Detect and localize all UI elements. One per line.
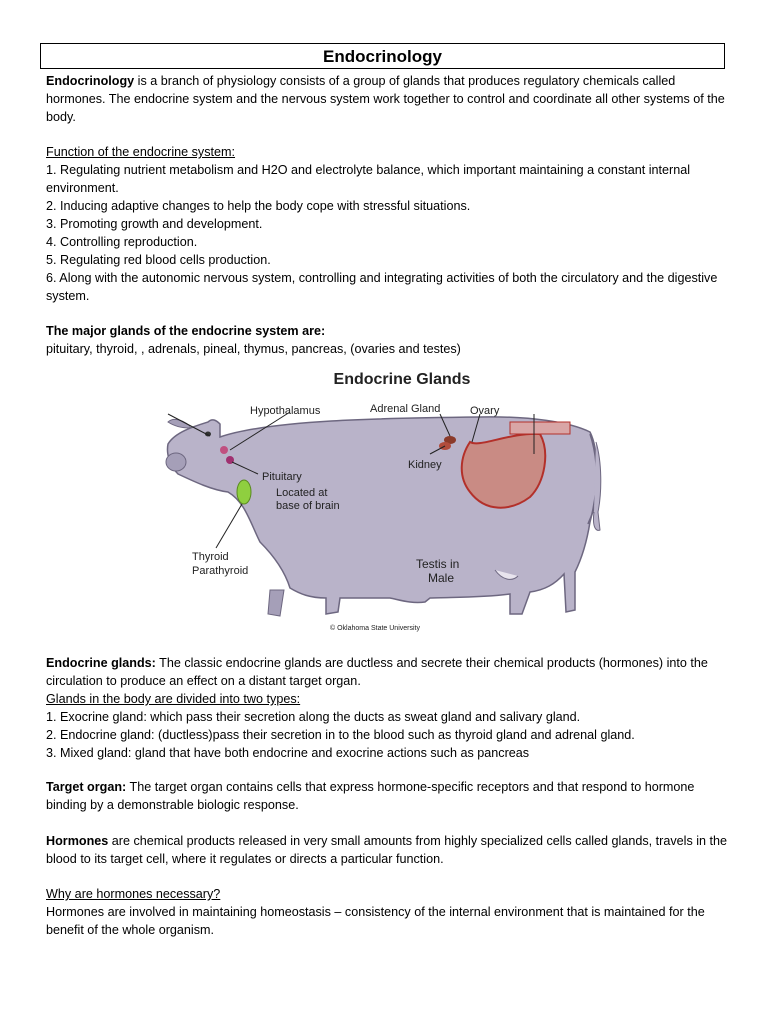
- function-item: 5. Regulating red blood cells production.: [46, 253, 271, 267]
- target-text: The target organ contains cells that express hormone-specific receptors and that respond to hormone binding by a demonstrable biologic response.: [46, 780, 695, 812]
- hormones-term: Hormones: [46, 834, 109, 848]
- hypothalamus-mark: [220, 446, 228, 454]
- intro-paragraph: [46, 72, 730, 126]
- intro-term: Endocrinology: [46, 74, 135, 88]
- label-parathyroid: Parathyroid: [192, 565, 249, 577]
- label-kidney: Kidney: [408, 459, 442, 471]
- target-term: Target organ:: [46, 780, 127, 794]
- figure-credit: © Oklahoma State University: [330, 625, 420, 632]
- function-item: 4. Controlling reproduction.: [46, 235, 198, 249]
- function-item: 2. Inducing adaptive changes to help the body cope with stressful situations.: [46, 199, 471, 213]
- glands-text: The classic endocrine glands are ductless and secrete their chemical products (hormones) into the circulation to produce an effect on a distant target organ.: [46, 656, 708, 688]
- glands-section: [46, 654, 730, 762]
- label-ovary: Ovary: [470, 405, 500, 417]
- intro-text: is a branch of physiology consists of a group of glands that produces regulatory chemicals called hormones. The endocrine system and the nervous system work together to control and coordinate all other systems of the body.: [46, 74, 725, 124]
- major-glands-list: pituitary, thyroid, , adrenals, pineal, thymus, pancreas, (ovaries and testes): [46, 342, 461, 356]
- figure-title: Endocrine Glands: [333, 371, 471, 388]
- endocrine-glands-figure: [150, 362, 610, 638]
- label-located-1: Located at: [276, 487, 328, 499]
- functions-heading: Function of the endocrine system:: [46, 145, 236, 159]
- why-heading: Why are hormones necessary?: [46, 887, 221, 901]
- gland-types-heading: Glands in the body are divided into two types:: [46, 692, 301, 706]
- function-item: 1. Regulating nutrient metabolism and H2O and electrolyte balance, which important maintaining a constant internal environment.: [46, 163, 691, 195]
- page-title: Endocrinology: [40, 43, 725, 69]
- gland-type-item: 2. Endocrine gland: (ductless)pass their secretion in to the blood such as thyroid gland and adrenal gland.: [46, 728, 635, 742]
- functions-section: [46, 143, 730, 305]
- label-thyroid: Thyroid: [192, 551, 229, 563]
- function-item: 3. Promoting growth and development.: [46, 217, 263, 231]
- gland-type-item: 1. Exocrine gland: which pass their secretion along the ducts as sweat gland and salivary gland.: [46, 710, 581, 724]
- label-testis-2: Male: [428, 571, 455, 585]
- target-organ-paragraph: [46, 778, 730, 814]
- label-hypothalamus: Hypothalamus: [250, 405, 321, 417]
- function-item: 6. Along with the autonomic nervous system, controlling and integrating activities of both the circulatory and the digestive system.: [46, 271, 718, 303]
- label-adrenal: Adrenal Gland: [370, 403, 441, 415]
- label-testis-1: Testis in: [416, 557, 460, 571]
- gland-type-item: 3. Mixed gland: gland that have both endocrine and exocrine actions such as pancreas: [46, 746, 530, 760]
- major-glands-heading: The major glands of the endocrine system are:: [46, 324, 326, 338]
- label-pituitary: Pituitary: [262, 471, 302, 483]
- glands-term: Endocrine glands:: [46, 656, 156, 670]
- major-glands-section: [46, 322, 730, 358]
- label-located-2: base of brain: [276, 500, 340, 512]
- why-text: Hormones are involved in maintaining homeostasis – consistency of the internal environment that is maintained for the benefit of the whole organism.: [46, 905, 705, 937]
- hormones-paragraph: [46, 832, 730, 868]
- why-section: [46, 885, 730, 939]
- thyroid-mark: [237, 480, 251, 504]
- hormones-text: are chemical products released in very small amounts from highly specialized cells called glands, travels in the blood to its target cell, where it regulates or directs a particular function.: [46, 834, 728, 866]
